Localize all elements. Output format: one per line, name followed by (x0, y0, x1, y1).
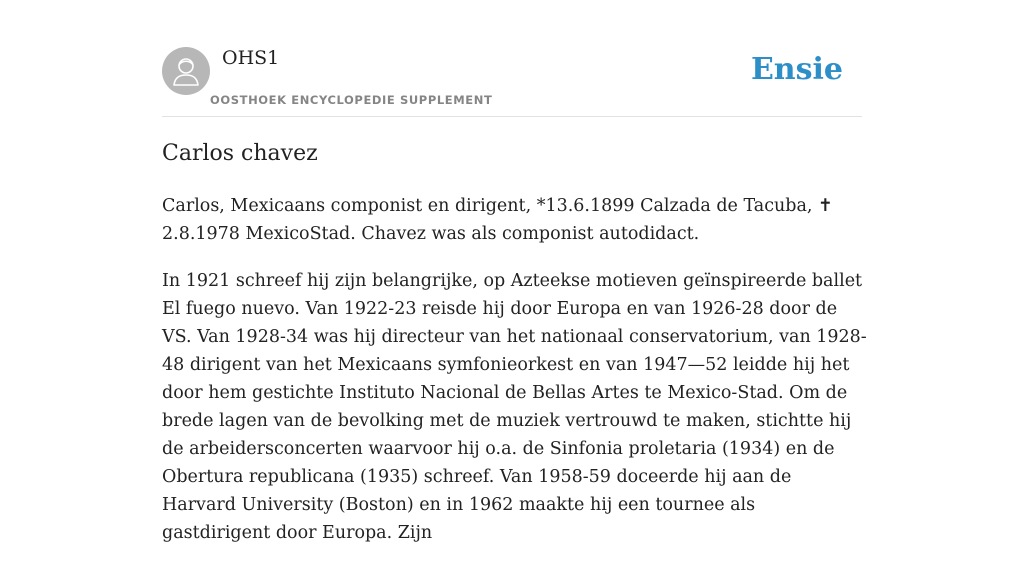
article-header (162, 46, 862, 117)
brand-logo[interactable]: Ensie (750, 52, 843, 87)
author-name[interactable]: OHS1 (222, 47, 280, 69)
article-paragraph: In 1921 schreef hij zijn belangrijke, op Azteekse motieven geïnspireerde ballet El fuego nuevo. Van 1922-23 reisde hij door Europa en van 1926-28 door de VS. Van 1928-34 was hij directeur van het nationaal conservatorium, van 1928-48 dirigent van het Mexicaans symfonieorkest en van 1947—52 leidde hij het door hem gestichte Instituto Nacional de Bellas Artes te Mexico-Stad. Om de brede lagen van de bevolking met de muziek vertrouwd te maken, stichtte hij de arbeidersconcerten waarvoor hij o.a. de Sinfonia proletaria (1934) en de Obertura republicana (1935) schreef. Van 1958-59 doceerde hij aan de Harvard University (Boston) en in 1962 maakte hij een tournee als gastdirigent door Europa. Zijn (162, 271, 867, 543)
article-paragraph: Carlos, Mexicaans componist en dirigent, *13.6.1899 Calzada de Tacuba, ✝ 2.8.1978 MexicoStad. Chavez was als componist autodidact. (162, 196, 833, 244)
article-title: Carlos chavez (162, 141, 318, 166)
article-body (162, 192, 867, 566)
user-silhouette-icon (162, 47, 210, 95)
source-label[interactable]: OOSTHOEK ENCYCLOPEDIE SUPPLEMENT (210, 93, 493, 107)
author-avatar[interactable] (162, 47, 210, 95)
